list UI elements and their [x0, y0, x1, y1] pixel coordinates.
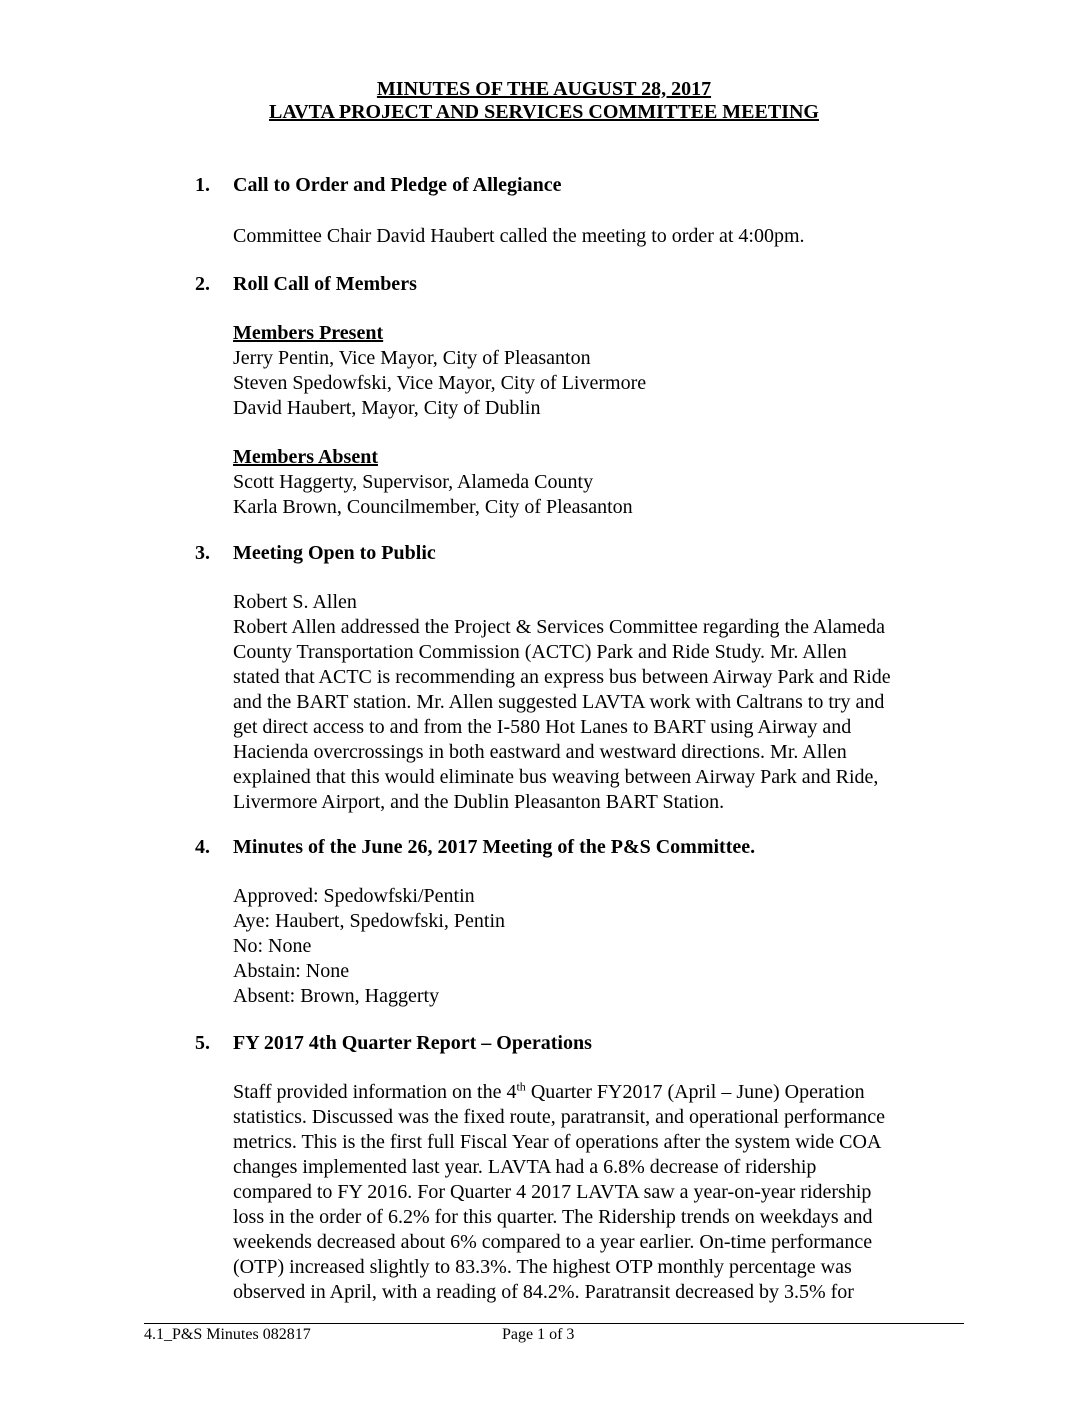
section-open-to-public — [195, 541, 955, 815]
members-present-heading: Members Present — [233, 322, 384, 344]
section-body — [233, 321, 955, 520]
section-body — [233, 224, 955, 249]
paragraph-line: (OTP) increased slightly to 83.3%. The highest OTP monthly percentage was — [233, 1256, 852, 1278]
paragraph-line: explained that this would eliminate bus weaving between Airway Park and Ride, — [233, 766, 879, 788]
section-roll-call — [195, 272, 955, 520]
superscript: th — [516, 1079, 526, 1094]
section-title: FY 2017 4th Quarter Report – Operations — [233, 1032, 592, 1054]
vote-line: No: None — [233, 935, 312, 957]
section-number: 2. — [195, 273, 210, 295]
text-run: Quarter FY2017 (April – June) Operation — [525, 1081, 865, 1103]
footer-page-number: Page 1 of 3 — [502, 1326, 575, 1343]
document-title — [0, 78, 1088, 124]
section-number: 1. — [195, 174, 210, 196]
section-title: Roll Call of Members — [233, 273, 417, 295]
paragraph-line: weekends decreased about 6% compared to a year earlier. On-time performance — [233, 1231, 873, 1253]
paragraph-line: stated that ACTC is recommending an express bus between Airway Park and Ride — [233, 666, 891, 688]
paragraph-line: metrics. This is the first full Fiscal Year of operations after the system wide COA — [233, 1131, 882, 1153]
section-heading — [195, 1031, 955, 1056]
section-heading — [195, 173, 955, 198]
paragraph-line: get direct access to and from the I-580 Hot Lanes to BART using Airway and — [233, 716, 852, 738]
section-number: 3. — [195, 542, 210, 564]
paragraph-line: statistics. Discussed was the fixed route, paratransit, and operational performance — [233, 1106, 886, 1128]
member-entry: Scott Haggerty, Supervisor, Alameda County — [233, 471, 594, 493]
members-absent-heading: Members Absent — [233, 446, 378, 468]
section-title: Minutes of the June 26, 2017 Meeting of the P&S Committee. — [233, 836, 756, 858]
title-line-1: MINUTES OF THE AUGUST 28, 2017 — [376, 78, 712, 100]
paragraph-line: loss in the order of 6.2% for this quarter. The Ridership trends on weekdays and — [233, 1206, 873, 1228]
paragraph-line: Hacienda overcrossings in both eastward and westward directions. Mr. Allen — [233, 741, 847, 763]
text-run: Staff provided information on the 4 — [233, 1081, 517, 1103]
title-line-2: LAVTA PROJECT AND SERVICES COMMITTEE MEETING — [269, 101, 819, 123]
paragraph-line — [233, 1080, 955, 1105]
section-number: 5. — [195, 1032, 210, 1054]
member-entry: Jerry Pentin, Vice Mayor, City of Pleasanton — [233, 347, 591, 369]
section-body — [233, 1080, 955, 1305]
section-heading — [195, 272, 955, 297]
paragraph-line: observed in April, with a reading of 84.2%. Paratransit decreased by 3.5% for — [233, 1281, 854, 1303]
section-title: Meeting Open to Public — [233, 542, 436, 564]
section-title: Call to Order and Pledge of Allegiance — [233, 174, 562, 196]
member-entry: Steven Spedowfski, Vice Mayor, City of Livermore — [233, 372, 647, 394]
paragraph-line: changes implemented last year. LAVTA had a 6.8% decrease of ridership — [233, 1156, 817, 1178]
section-quarter-report — [195, 1031, 955, 1305]
section-body — [233, 884, 955, 1009]
paragraph-line: and the BART station. Mr. Allen suggested LAVTA work with Caltrans to try and — [233, 691, 885, 713]
vote-line: Aye: Haubert, Spedowfski, Pentin — [233, 910, 506, 932]
section-number: 4. — [195, 836, 210, 858]
paragraph-line: Livermore Airport, and the Dublin Pleasanton BART Station. — [233, 791, 725, 813]
paragraph-line: County Transportation Commission (ACTC) Park and Ride Study. Mr. Allen — [233, 641, 847, 663]
vote-line: Abstain: None — [233, 960, 350, 982]
member-entry: Karla Brown, Councilmember, City of Pleasanton — [233, 496, 633, 518]
member-entry: David Haubert, Mayor, City of Dublin — [233, 397, 541, 419]
section-heading — [195, 835, 955, 860]
section-previous-minutes — [195, 835, 955, 1009]
section-body — [233, 590, 955, 815]
paragraph: Committee Chair David Haubert called the meeting to order at 4:00pm. — [233, 225, 805, 247]
vote-line: Absent: Brown, Haggerty — [233, 985, 440, 1007]
vote-line: Approved: Spedowfski/Pentin — [233, 885, 475, 907]
paragraph-line: compared to FY 2016. For Quarter 4 2017 LAVTA saw a year-on-year ridership — [233, 1181, 872, 1203]
section-call-to-order — [195, 173, 955, 249]
footer-document-id: 4.1_P&S Minutes 082817 — [144, 1326, 311, 1343]
speaker-name: Robert S. Allen — [233, 591, 357, 613]
section-heading — [195, 541, 955, 566]
footer-divider — [144, 1323, 964, 1324]
paragraph-line: Robert Allen addressed the Project & Services Committee regarding the Alameda — [233, 616, 886, 638]
